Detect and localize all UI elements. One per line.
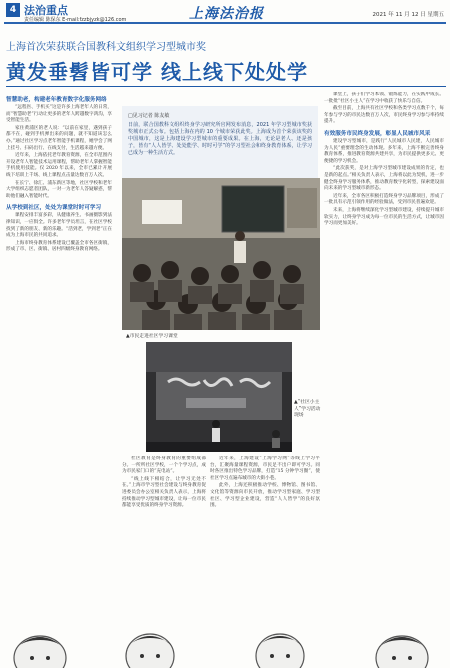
paragraph: 近年来，上海建设“上海学习网”等线上学习平台，汇聚海量课程资源，市民足不出户即可学习。同时各区推出特色学习品牌，打造“15 分钟学习圈”，使社区学习点遍布城市的大街小巷。 — [210, 456, 320, 481]
main-headline: 黄发垂髫皆可学 线上线下处处学 — [6, 60, 308, 84]
classroom-photo — [122, 178, 320, 330]
byline: □见习记者 陈友敏 — [128, 113, 170, 119]
paragraph: 未来，上海将继续深化学习型城市建设，持续提升城市软实力，让终身学习成为每一位市民的生活方式，让城市因学习而更加美好。 — [324, 207, 444, 227]
paragraph: 家住黄浦区的老人说：“以前在家里，遇到孩子都不在，碰到手机弹出来的问题，就不知道该怎么办。”通过社区学习点老年智能手机课程，她学会了网上挂号、扫码出行、在线支付，生活越来越方便。 — [6, 125, 112, 151]
activity-photo — [146, 342, 292, 452]
paragraph: 课堂上，孩子们学习本领、锻炼能力，在实践中成长。一批批“社区小主人”在学习中收获了快乐与自信。 — [324, 92, 444, 104]
paragraph: 近年来，上海依托老年教育资源，在全市范围内开设老年人智能技术运用课程，帮助老年人掌握智能手机使用技能。仅 2020 年以来，全市已累计开展线下培训上千场、线上课程点击量达数百万人次。 — [6, 153, 112, 178]
subheading: 智慧助老，构建老年教育数字化服务网络 — [6, 97, 107, 103]
paragraph: 课程安排丰富多彩，从健康养生、书画摄影到法律知识，一应俱全。许多老年学员坦言，在社区学校找到了新的朋友、新的乐趣。“活到老，学到老”正在成为上海市民的共同追求。 — [6, 213, 112, 239]
issue-date: 2021 年 11 月 12 日 星期五 — [372, 12, 444, 18]
editor-meta: 责任编辑 陈保东 E-mail:fzzbjyzk@126.com — [24, 17, 127, 23]
paragraph: “远程医、手机买”这是许多上海老年人的日常，而“智慧助老”行动让更多的老年人跨越数字鸿沟，享受智能生活。 — [6, 105, 112, 124]
paragraph: 截至目前，上海共有社区学校和各类学习点数千个，每年参与学习的市民达数百万人次，市民终身学习参与率持续提升。 — [324, 106, 444, 125]
paragraph: 在长宁、徐汇、浦东新区等地，社区学校和老年大学组织志愿者团队，一对一为老年人答疑解惑，帮助他们融入智能时代。 — [6, 180, 112, 199]
paragraph: “此次获奖，是对上海学习型城市建设成果的肯定，也是新的起点。”相关负责人表示，上海将以此为契机，进一步健全终身学习服务体系，推动教育数字化转型，探索建设面向未来的学习型城市新形态。 — [324, 166, 444, 192]
headline-rule — [6, 86, 446, 87]
page-header — [4, 2, 446, 24]
paragraph: “线上线下相结合，让学习无处不在。”上海市学习型社会建设与终身教育促进委员会办公室相关负责人表示，上海将持续推动学习型城市建设，让每一位市民都能享受优质的终身学习资源。 — [122, 476, 206, 509]
paragraph: 建设学习型城市，是践行“人民城市人民建，人民城市为人民”重要理念的生动体现。多年来，上海不断完善终身教育体系，推进教育资源共建共享，为市民提供更多元、更便捷的学习机会。 — [324, 138, 444, 164]
intro-text: 日前，联合国教科文组织终身学习研究所官网发布消息，2021 年学习型城市奖获奖城市正式公布。包括上海在内的 10 个城市荣获此奖。上海成为首个荣获该奖的中国城市，这是上海建设学习型城市的重要成果。在上海，无论是老人、还是孩子，皆有“人人皆学、处处能学、时时可学”的学习型社会和终身教育体系，让学习已成为一种生活方式。 — [128, 122, 312, 156]
children-illustration — [0, 600, 450, 668]
photo2-caption: ▲“社区小主人”学习活动现场 — [294, 400, 321, 418]
masthead: 上海法治报 — [189, 6, 264, 22]
kicker-headline: 上海首次荣获联合国教科文组织学习型城市奖 — [6, 42, 206, 53]
paragraph: 此外，上海还积极推动学校、博物馆、图书馆、文化馆等资源向市民开放，推动学习型家庭、学习型社区、学习型企业建设，营造“人人皆学”的良好氛围。 — [210, 483, 320, 509]
paragraph: 近年来，全市各区积极打造终身学习品牌项目，形成了一批具有示范引领作用的经验做法，受到市民普遍欢迎。 — [324, 193, 444, 206]
section-title: 法治重点 — [24, 4, 68, 17]
page-number-badge: 4 — [6, 3, 20, 17]
article-column-a — [6, 92, 112, 640]
subheading: 从学校到社区，处处为课堂时时可学习 — [6, 205, 102, 212]
article-column-d — [324, 92, 444, 640]
paragraph: 社区教育是终身教育的重要组成部分。一所所社区学校，一个个学习点，成为市民家门口的“充电站”。 — [122, 456, 206, 475]
photo1-caption: ▲市民走进社区学习课堂 — [126, 334, 178, 339]
paragraph: 上海市终身教育体系建设已覆盖全市各区街镇，形成了市、区、街镇、居村四级终身教育网络。 — [6, 240, 112, 253]
subheading: 有效服务市民终身发展，彰显人民城市风采 — [324, 130, 431, 137]
